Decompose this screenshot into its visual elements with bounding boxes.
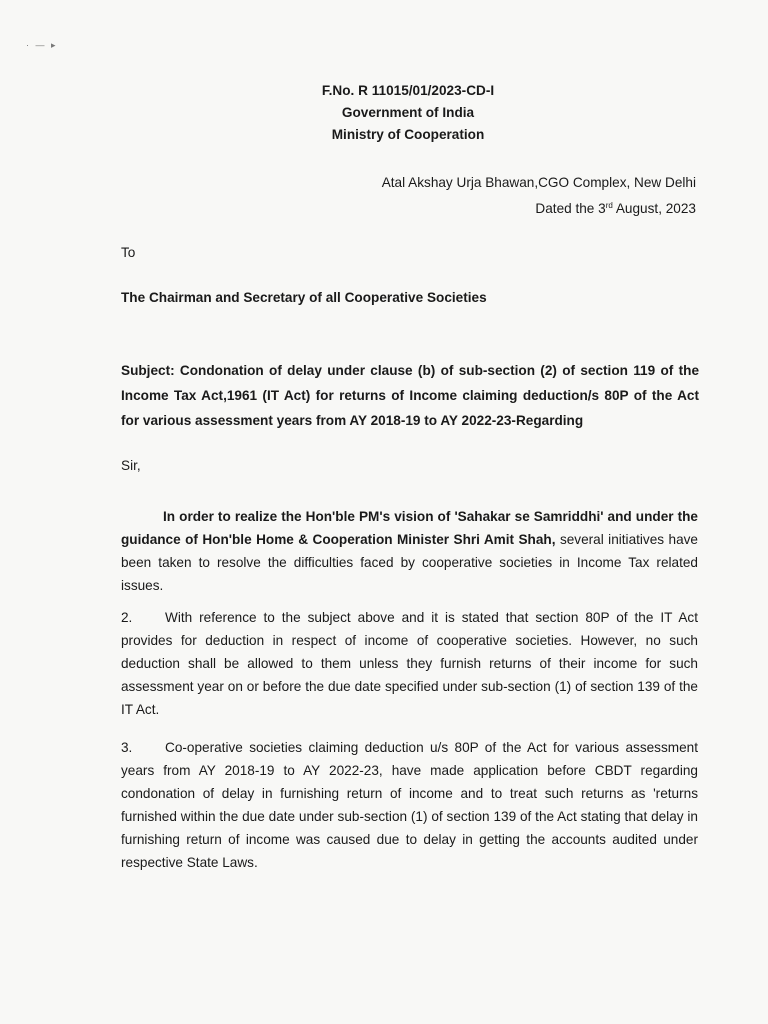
scan-artifact: · — ▸ (26, 40, 58, 50)
paragraph-2 (121, 606, 698, 721)
paragraph-3-text: Co-operative societies claiming deduction u/s 80P of the Act for various assessment years from AY 2018-19 to AY 2022-23, have made application before CBDT regarding condonation of delay in furnishing return of income and to treat such returns as 'returns furnished within the due date under sub-section (1) of section 139 of the Act stating that delay in furnishing return of income was caused due to delay in getting the accounts audited under respective State Laws. (121, 740, 698, 870)
paragraph-3-number: 3. (121, 740, 133, 755)
subject-line: Subject: Condonation of delay under clause (b) of sub-section (2) of section 119 of the Income Tax Act,1961 (IT Act) for returns of Income claiming deduction/s 80P of the Act for various assessment years from AY 2018-19 to AY 2022-23-Regarding (121, 363, 699, 428)
address-block (382, 171, 696, 220)
salutation: Sir, (121, 458, 141, 473)
paragraph-1 (121, 505, 698, 597)
letterhead (0, 80, 768, 146)
recipient: The Chairman and Secretary of all Cooperative Societies (121, 290, 487, 305)
paragraph-2-number: 2. (121, 610, 133, 625)
paragraph-1-text: several initiatives have been taken to resolve the difficulties faced by cooperative societies in Income Tax related issues. (121, 532, 698, 593)
file-number: F.No. R 11015/01/2023-CD-I (321, 83, 495, 98)
office-address: Atal Akshay Urja Bhawan,CGO Complex, New Delhi (381, 175, 696, 190)
paragraph-1-bold: In order to realize the Hon'ble PM's vision of 'Sahakar se Samriddhi' and under the guidance of Hon'ble Home & Cooperation Minister Shri Amit Shah, (121, 509, 698, 547)
letter-date: Dated the 3rd August, 2023 (535, 201, 696, 216)
to-label: To (121, 245, 136, 260)
government-name: Government of India (341, 105, 475, 120)
ministry-name: Ministry of Cooperation (331, 127, 485, 142)
paragraph-2-text: With reference to the subject above and it is stated that section 80P of the IT Act provides for deduction in respect of income of cooperative societies. However, no such deduction shall be allowed to them unless they furnish returns of their income for such assessment year on or before the due date specified under sub-section (1) of section 139 of the IT Act. (121, 610, 698, 717)
paragraph-3 (121, 736, 698, 874)
